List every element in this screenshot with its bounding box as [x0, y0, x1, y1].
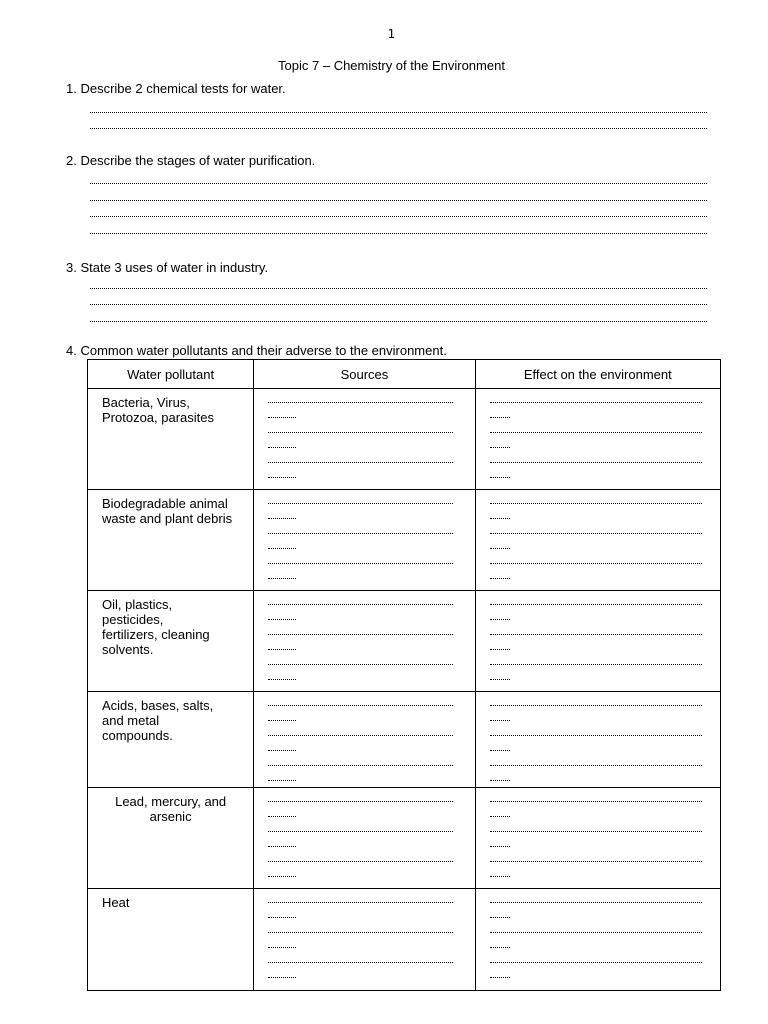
- page-number: 1: [387, 27, 396, 41]
- sources-blank[interactable]: [254, 591, 474, 680]
- answer-line[interactable]: [90, 233, 707, 234]
- table-row: [88, 889, 721, 991]
- answer-line[interactable]: [90, 183, 707, 184]
- header-water-pollutant: Water pollutant: [88, 360, 254, 389]
- question-2: 2. Describe the stages of water purification.: [66, 153, 316, 168]
- sources-blank[interactable]: [254, 490, 474, 579]
- effect-blank[interactable]: [476, 490, 720, 579]
- question-4: 4. Common water pollutants and their adverse to the environment.: [66, 343, 447, 358]
- table-row: [88, 389, 721, 490]
- answer-line[interactable]: [90, 200, 707, 201]
- sources-blank[interactable]: [254, 692, 474, 781]
- answer-line[interactable]: [90, 128, 707, 129]
- table-row: [88, 788, 721, 889]
- sources-blank[interactable]: [254, 889, 474, 978]
- table-header-row: [88, 360, 721, 389]
- header-effect: Effect on the environment: [475, 360, 720, 389]
- header-sources: Sources: [254, 360, 475, 389]
- effect-blank[interactable]: [476, 788, 720, 877]
- table-row: [88, 591, 721, 692]
- answer-line[interactable]: [90, 216, 707, 217]
- sources-blank[interactable]: [254, 389, 474, 478]
- pollutant-name: Bacteria, Virus, Protozoa, parasites: [102, 395, 215, 425]
- question-3: 3. State 3 uses of water in industry.: [66, 260, 269, 275]
- answer-line[interactable]: [90, 288, 707, 289]
- pollutants-table: [87, 359, 721, 991]
- answer-line[interactable]: [90, 112, 707, 113]
- pollutant-name: Oil, plastics, pesticides, fertilizers, cleaning solvents.: [102, 597, 210, 657]
- effect-blank[interactable]: [476, 591, 720, 680]
- pollutant-name: Lead, mercury, and arsenic: [115, 794, 227, 824]
- page-title: Topic 7 – Chemistry of the Environment: [278, 58, 505, 73]
- pollutant-name: Heat: [102, 895, 130, 910]
- question-1: 1. Describe 2 chemical tests for water.: [66, 81, 286, 96]
- table-row: [88, 692, 721, 788]
- table-row: [88, 490, 721, 591]
- effect-blank[interactable]: [476, 889, 720, 978]
- effect-blank[interactable]: [476, 692, 720, 781]
- sources-blank[interactable]: [254, 788, 474, 877]
- pollutant-name: Biodegradable animal waste and plant debris: [102, 496, 233, 526]
- answer-line[interactable]: [90, 304, 707, 305]
- answer-line[interactable]: [90, 321, 707, 322]
- effect-blank[interactable]: [476, 389, 720, 478]
- pollutant-name: Acids, bases, salts, and metal compounds.: [102, 698, 214, 743]
